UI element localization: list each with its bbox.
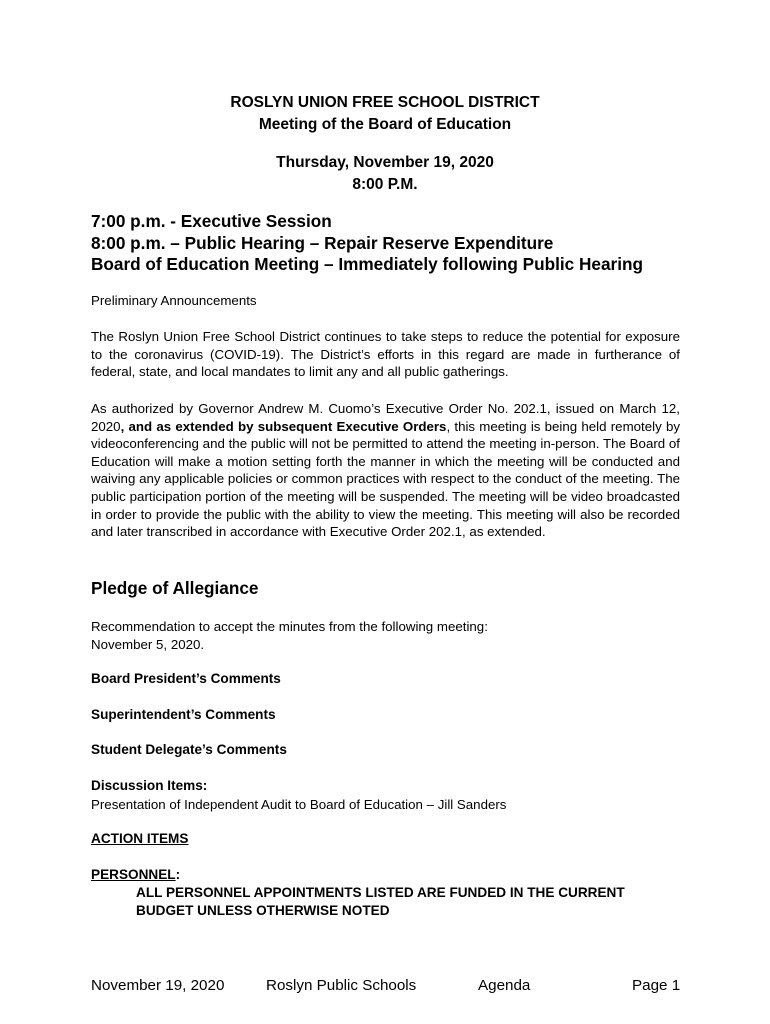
schedule-hearing: 8:00 p.m. – Public Hearing – Repair Reserve Expenditure — [91, 232, 554, 253]
schedule-board-meeting: Board of Education Meeting – Immediately following Public Hearing — [91, 254, 643, 274]
executive-order-text-a: As authorized by Governor Andrew M. Cuomo’s Executive Order No. 202.1, issued on March 12, 2020 — [91, 401, 680, 434]
personnel-note-line1: ALL PERSONNEL APPOINTMENTS LISTED ARE FUNDED IN THE CURRENT — [136, 885, 625, 900]
meeting-date: Thursday, November 19, 2020 — [276, 154, 494, 171]
meeting-time: 8:00 P.M. — [352, 176, 418, 193]
personnel-note-line2: BUDGET UNLESS OTHERWISE NOTED — [136, 903, 390, 918]
footer-page: Page 1 — [632, 977, 681, 994]
student-delegate-comments: Student Delegate’s Comments — [91, 742, 287, 757]
minutes-recommendation: Recommendation to accept the minutes from the following meeting: — [91, 619, 488, 634]
minutes-date: November 5, 2020. — [91, 636, 205, 652]
personnel-note — [136, 884, 625, 920]
covid-paragraph: The Roslyn Union Free School District continues to take steps to reduce the potential for exposure to the coronavirus (COVID-19). The District’s efforts in this regard are made in furtherance of federal, state, and local mandates to limit any and all public gatherings. — [91, 329, 680, 380]
title-block — [0, 92, 770, 136]
preliminary-announcements: Preliminary Announcements — [91, 293, 257, 308]
date-block — [0, 152, 770, 196]
discussion-item: Presentation of Independent Audit to Board of Education – Jill Sanders — [91, 797, 507, 812]
footer-date: November 19, 2020 — [91, 977, 225, 994]
footer-doc: Agenda — [478, 977, 531, 994]
personnel-title: PERSONNEL — [91, 867, 176, 882]
schedule-executive: 7:00 p.m. - Executive Session — [91, 211, 332, 231]
action-items-heading: ACTION ITEMS — [91, 831, 189, 846]
discussion-title: Discussion Items: — [91, 778, 208, 793]
superintendent-comments: Superintendent’s Comments — [91, 707, 276, 722]
pledge-heading: Pledge of Allegiance — [91, 578, 259, 598]
board-president-comments: Board President’s Comments — [91, 671, 281, 686]
personnel-colon: : — [175, 867, 181, 882]
schedule-block — [91, 211, 711, 276]
executive-order-text-c: , this meeting is being held remotely by videoconferencing and the public will not be permitted to attend the meeting in-person. The Board of Education will make a motion setting forth the manner in which the meeting will be conducted and waiving any applicable policies or common practices with respect to the conduct of the meeting. The public participation portion of the meeting will be suspended. The meeting will be video broadcasted in order to provide the public with the ability to view the meeting. This meeting will also be recorded and later transcribed in accordance with Executive Order 202.1, as extended. — [91, 418, 680, 540]
minutes-block — [91, 618, 488, 653]
meeting-title: Meeting of the Board of Education — [258, 116, 512, 133]
footer-org: Roslyn Public Schools — [266, 977, 417, 994]
district-name: ROSLYN UNION FREE SCHOOL DISTRICT — [230, 94, 540, 111]
executive-order-text-b: , and as extended by subsequent Executive Orders — [120, 418, 447, 434]
executive-order-paragraph — [91, 400, 680, 541]
personnel-heading — [91, 866, 180, 884]
